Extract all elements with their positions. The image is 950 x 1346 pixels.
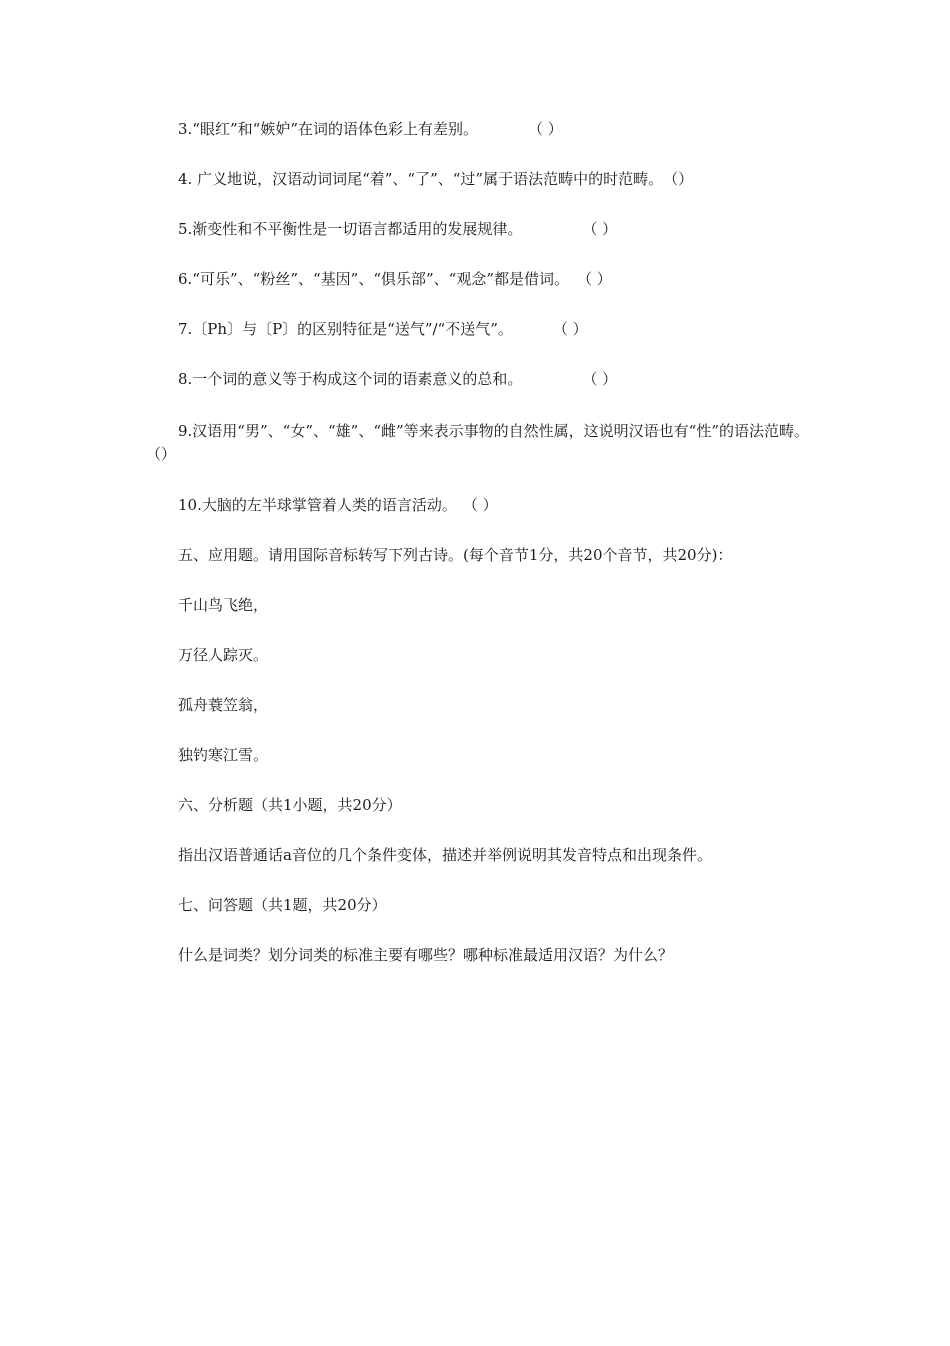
- question-5: [178, 218, 617, 240]
- question-text: 3.“眼红”和“嫉妒”在词的语体色彩上有差别。: [178, 120, 478, 138]
- poem-line: 独钓寒江雪。: [178, 746, 269, 764]
- section-6-question: 指出汉语普通话a音位的几个条件变体，描述并举例说明其发音特点和出现条件。: [178, 846, 712, 864]
- section-5-heading: 五、应用题。请用国际音标转写下列古诗。(每个音节1分，共20个音节，共20分)：: [178, 546, 733, 564]
- answer-blank: （ ）: [577, 270, 612, 288]
- question-7: [178, 318, 588, 340]
- answer-blank: （ ）: [528, 120, 563, 138]
- section-7-question: 什么是词类？划分词类的标准主要有哪些？哪种标准最适用汉语？为什么？: [178, 946, 674, 964]
- question-text: 6.“可乐”、“粉丝”、“基因”、“俱乐部”、“观念”都是借词。: [178, 270, 569, 288]
- poem-line: 孤舟蓑笠翁，: [178, 696, 269, 714]
- answer-blank: （ ）: [582, 220, 618, 238]
- question-text: 8.一个词的意义等于构成这个词的语素意义的总和。: [178, 370, 523, 388]
- answer-blank: （ ）: [462, 496, 498, 514]
- section-6-heading: 六、分析题（共1小题，共20分）: [178, 796, 402, 814]
- answer-blank: （）: [663, 170, 694, 188]
- question-3: [178, 118, 563, 140]
- question-10: [178, 494, 498, 516]
- question-6: [178, 268, 612, 290]
- question-4: [178, 168, 693, 190]
- poem-line: 千山鸟飞绝，: [178, 596, 269, 614]
- question-text: 5.渐变性和不平衡性是一切语言都适用的发展规律。: [178, 220, 523, 238]
- poem-line: 万径人踪灭。: [178, 646, 269, 664]
- question-9: 9.汉语用“男”、“女”、“雄”、“雌”等来表示事物的自然性属，这说明汉语也有“性”的语法范畴。（）: [146, 422, 809, 463]
- question-text: 7.〔Ph〕与〔P〕的区别特征是“送气”/“不送气”。: [178, 320, 513, 338]
- question-text: 4. 广义地说，汉语动词词尾“着”、“了”、“过”属于语法范畴中的时范畴。: [178, 170, 664, 188]
- question-text: 10.大脑的左半球掌管着人类的语言活动。: [178, 496, 457, 514]
- question-8: [178, 368, 617, 390]
- answer-blank: （ ）: [552, 320, 588, 338]
- answer-blank: （ ）: [582, 370, 618, 388]
- section-7-heading: 七、问答题（共1题，共20分）: [178, 896, 387, 914]
